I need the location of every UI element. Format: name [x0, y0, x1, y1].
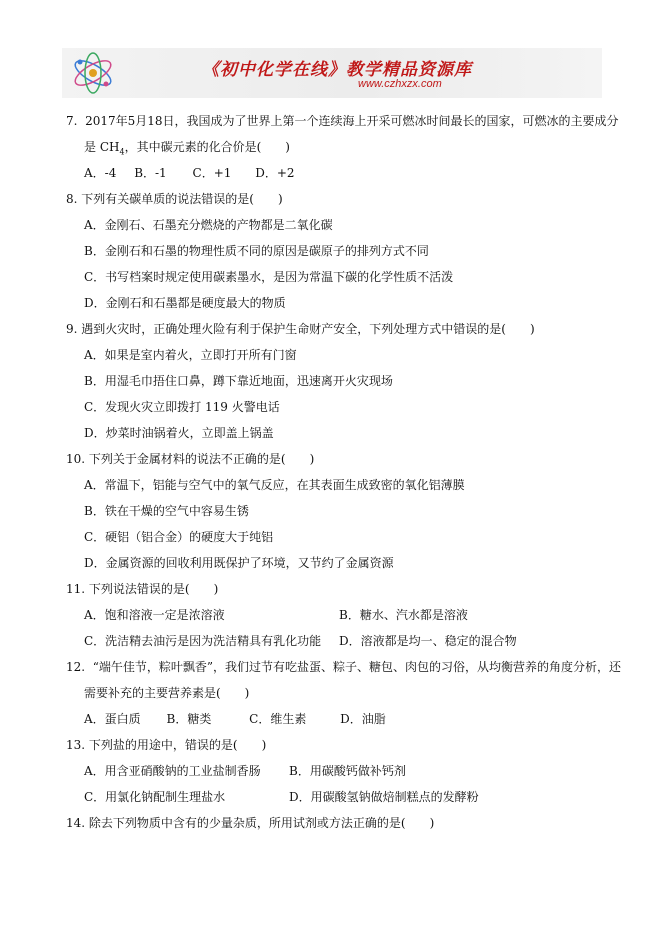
question-10-stem: 10. 下列关于金属材料的说法不正确的是( ): [66, 452, 315, 466]
option-b: B．金刚石和石墨的物理性质不同的原因是碳原子的排列方式不同: [84, 244, 429, 258]
question-8-stem: 8. 下列有关碳单质的说法错误的是( ): [66, 192, 283, 206]
question-11-stem: 11. 下列说法错误的是( ): [66, 582, 219, 596]
question-11-options-row-1: [66, 602, 626, 628]
banner-url: www.czhxzx.com: [358, 78, 442, 90]
option-a: A．-4: [84, 166, 117, 180]
option-b: B．糖类: [166, 712, 212, 726]
question-7-options: [66, 160, 626, 186]
option-a: A．用含亚硝酸钠的工业盐制香肠: [84, 764, 261, 778]
option-c: C．用氯化钠配制生理盐水: [84, 790, 226, 804]
option-a: A．金刚石、石墨充分燃烧的产物都是二氧化碳: [84, 218, 333, 232]
option-d: D．+2: [255, 166, 295, 180]
option-b: B．铁在干燥的空气中容易生锈: [84, 504, 249, 518]
option-d: D．金刚石和石墨都是硬度最大的物质: [84, 296, 286, 310]
atom-molecule-logo-icon: [68, 50, 118, 96]
question-11-options-row-2: [66, 628, 626, 654]
question-7-line-2: 是 $CH_4$，其中碳元素的化合价是( ): [84, 140, 290, 157]
question-12-line-2: 需要补充的主要营养素是( ): [84, 686, 250, 700]
option-d: D．用碳酸氢钠做焙制糕点的发酵粉: [289, 790, 479, 804]
option-c: C．硬铝（铝合金）的硬度大于纯铝: [84, 530, 274, 544]
question-14-stem: 14. 除去下列物质中含有的少量杂质，所用试剂或方法正确的是( ): [66, 816, 435, 830]
option-d: D．油脂: [340, 712, 386, 726]
option-d: D．溶液都是均一、稳定的混合物: [339, 634, 517, 648]
header-banner: [62, 48, 602, 98]
option-c: C．发现火灾立即拨打 119 火警电话: [84, 400, 280, 414]
option-b: B．用碳酸钙做补钙剂: [289, 764, 406, 778]
question-13-options-row-2: [66, 784, 626, 810]
option-d: D．炒菜时油锅着火，立即盖上锅盖: [84, 426, 274, 440]
option-c: C．书写档案时规定使用碳素墨水，是因为常温下碳的化学性质不活泼: [84, 270, 454, 284]
option-c: C．维生素: [249, 712, 307, 726]
option-b: B．用湿毛巾捂住口鼻，蹲下靠近地面，迅速离开火灾现场: [84, 374, 393, 388]
question-13-options-row-1: [66, 758, 626, 784]
option-a: A．常温下，铝能与空气中的氧气反应，在其表面生成致密的氧化铝薄膜: [84, 478, 465, 492]
option-c: C．+1: [192, 166, 232, 180]
banner-title: 《初中化学在线》教学精品资源库: [202, 60, 472, 80]
option-a: A．如果是室内着火，立即打开所有门窗: [84, 348, 297, 362]
option-d: D．金属资源的回收利用既保护了环境，又节约了金属资源: [84, 556, 394, 570]
question-12-options: [66, 706, 626, 732]
question-12-line-1: 12. “端午佳节，粽叶飘香”，我们过节有吃盐蛋、粽子、糖包、肉包的习俗，从均衡营养的角度分析，还: [66, 660, 622, 674]
option-c: C．洗洁精去油污是因为洗洁精具有乳化功能: [84, 634, 322, 648]
option-a: A．饱和溶液一定是浓溶液: [84, 608, 225, 622]
question-7-line-1: 7. 2017年5月18日，我国成为了世界上第一个连续海上开采可燃冰时间最长的国家，可燃冰的主要成分: [66, 114, 619, 128]
option-b: B．糖水、汽水都是溶液: [339, 608, 468, 622]
question-9-stem: 9. 遇到火灾时，正确处理火险有利于保护生命财产安全，下列处理方式中错误的是( ): [66, 322, 535, 336]
question-13-stem: 13. 下列盐的用途中，错误的是( ): [66, 738, 267, 752]
option-b: B．-1: [134, 166, 167, 180]
question-list: [66, 108, 626, 836]
option-a: A．蛋白质: [84, 712, 141, 726]
